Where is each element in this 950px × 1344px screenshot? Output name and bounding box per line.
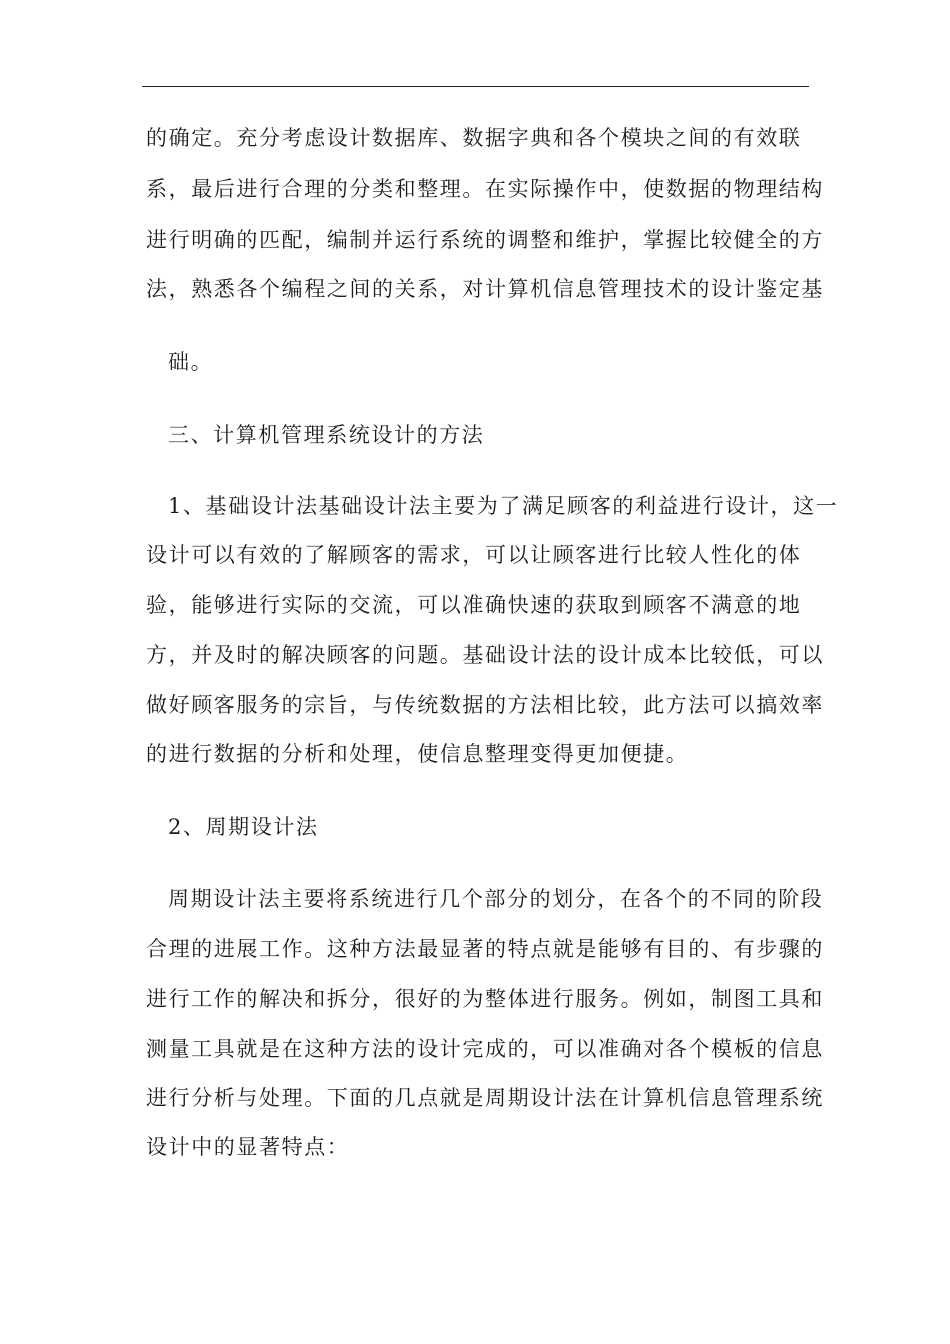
text-line: 进行分析与处理。下面的几点就是周期设计法在计算机信息管理系统 (146, 1086, 824, 1110)
text-line: 设计可以有效的了解顾客的需求，可以让顾客进行比较人性化的体 (146, 543, 802, 567)
text-line: 的进行数据的分析和处理，使信息整理变得更加便捷。 (146, 742, 689, 766)
text-line: 合理的进展工作。这种方法最显著的特点就是能够有目的、有步骤的 (146, 937, 824, 961)
text-line: 验，能够进行实际的交流，可以准确快速的获取到顾客不满意的地 (146, 593, 802, 617)
text-line: 础。 (168, 350, 214, 374)
text-line: 的确定。充分考虑设计数据库、数据字典和各个模块之间的有效联 (146, 126, 802, 150)
paragraph-start: 周期设计法主要将系统进行几个部分的划分，在各个的不同的阶段 (168, 887, 824, 911)
text-line: 系，最后进行合理的分类和整理。在实际操作中，使数据的物理结构 (146, 177, 824, 201)
text-line: 测量工具就是在这种方法的设计完成的，可以准确对各个模板的信息 (146, 1037, 824, 1061)
section-heading: 三、计算机管理系统设计的方法 (168, 423, 485, 447)
text-line: 方，并及时的解决顾客的问题。基础设计法的设计成本比较低，可以 (146, 643, 824, 667)
header-rule (142, 86, 809, 87)
text-line: 做好顾客服务的宗旨，与传统数据的方法相比较，此方法可以搞效率 (146, 693, 824, 717)
subsection-heading: 2、周期设计法 (168, 815, 319, 839)
paragraph-start: 1、基础设计法基础设计法主要为了满足顾客的利益进行设计，这一 (168, 494, 839, 518)
text-line: 进行工作的解决和拆分，很好的为整体进行服务。例如，制图工具和 (146, 987, 824, 1011)
text-line: 进行明确的匹配，编制并运行系统的调整和维护，掌握比较健全的方 (146, 228, 824, 252)
text-line: 设计中的显著特点： (146, 1135, 350, 1159)
text-line: 法，熟悉各个编程之间的关系，对计算机信息管理技术的设计鉴定基 (146, 277, 824, 301)
